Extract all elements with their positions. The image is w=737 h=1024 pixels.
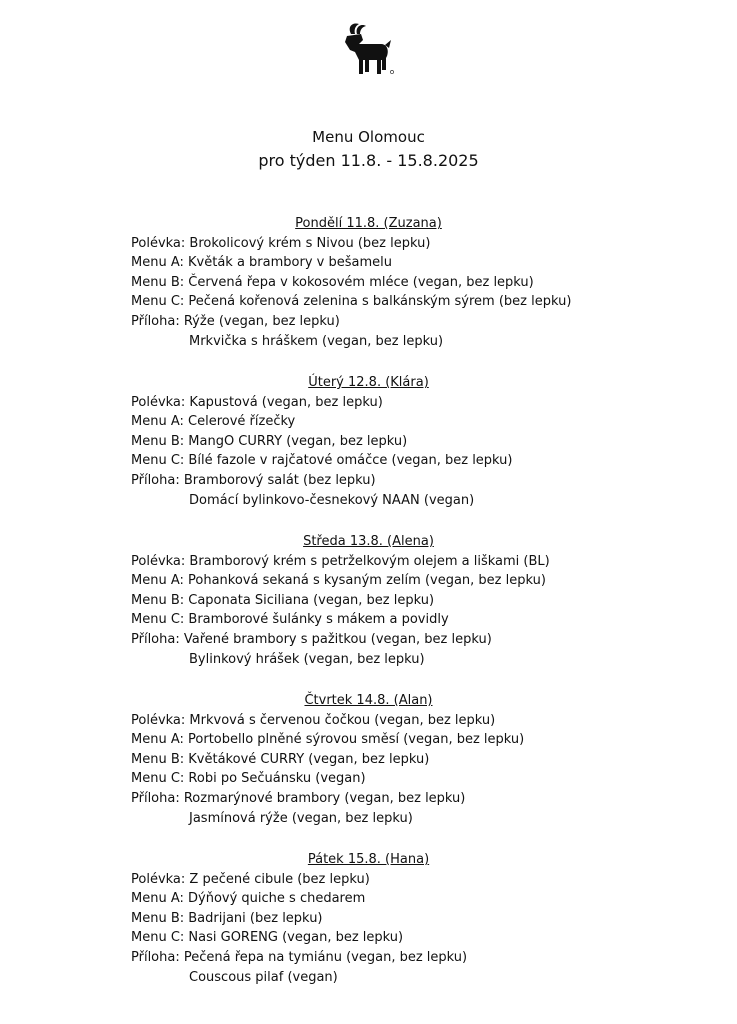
menu-row-menu-a xyxy=(131,732,524,747)
menu-row-side2 xyxy=(189,811,413,826)
dish-text: Brokolicový krém s Nivou (bez lepku) xyxy=(189,235,431,251)
row-label: Menu B: xyxy=(131,751,189,767)
menu-row-menu-a xyxy=(131,414,295,429)
row-label: Polévka: xyxy=(131,235,190,251)
menu-row-soup xyxy=(131,395,383,410)
menu-row-menu-b xyxy=(131,593,434,608)
row-label: Menu C: xyxy=(131,453,189,469)
menu-row-side2 xyxy=(189,970,338,985)
day-heading: Středa 13.8. (Alena) xyxy=(303,534,434,549)
menu-row-menu-c xyxy=(131,294,571,309)
row-label: Menu B: xyxy=(131,274,189,290)
dish-text: Nasi GORENG (vegan, bez lepku) xyxy=(188,930,404,946)
row-label: Menu C: xyxy=(131,612,189,628)
day-heading: Čtvrtek 14.8. (Alan) xyxy=(304,693,433,708)
dish-text: Kapustová (vegan, bez lepku) xyxy=(189,394,383,410)
menu-row-side2 xyxy=(189,334,443,349)
menu-row-menu-b xyxy=(131,911,323,926)
dish-text: Červená řepa v kokosovém mléce (vegan, bez lepku) xyxy=(188,274,534,290)
row-label: Menu A: xyxy=(131,414,189,430)
row-label: Příloha: xyxy=(131,950,184,965)
dish-text: Pečená kořenová zelenina s balkánským sýrem (bez lepku) xyxy=(188,294,572,310)
dish-text: Caponata Siciliana (vegan, bez lepku) xyxy=(188,592,435,608)
menu-row-side1 xyxy=(131,632,492,647)
dish-text: Badrijani (bez lepku) xyxy=(188,910,323,926)
row-label: Menu C: xyxy=(131,771,189,787)
dish-text: Celerové řízečky xyxy=(188,414,296,430)
menu-row-menu-b xyxy=(131,275,534,290)
dish-text: Rozmarýnové brambory (vegan, bez lepku) xyxy=(183,791,466,806)
row-label: Menu B: xyxy=(131,433,189,449)
menu-row-menu-a xyxy=(131,255,392,270)
dish-text: Robi po Sečuánsku (vegan) xyxy=(188,771,366,787)
row-label: Menu B: xyxy=(131,592,189,608)
row-label: Polévka: xyxy=(131,394,190,410)
row-label: Menu A: xyxy=(131,891,189,907)
menu-row-side2 xyxy=(189,493,474,508)
dish-text: Květákové CURRY (vegan, bez lepku) xyxy=(188,751,430,767)
menu-row-menu-b xyxy=(131,434,407,449)
dish-text: Pohanková sekaná s kysaným zelím (vegan, bez lepku) xyxy=(188,573,546,589)
dish-text: Jasmínová rýže (vegan, bez lepku) xyxy=(189,810,413,826)
dish-text: Bramborový salát (bez lepku) xyxy=(183,473,376,488)
menu-row-menu-c xyxy=(131,612,449,627)
dish-text: Vařené brambory s pažitkou (vegan, bez lepku) xyxy=(183,632,492,647)
row-label: Menu C: xyxy=(131,294,189,310)
dish-text: Dýňový quiche s chedarem xyxy=(188,891,366,907)
menu-row-soup xyxy=(131,554,550,569)
row-label: Menu C: xyxy=(131,930,189,946)
dish-text: Pečená řepa na tymiánu (vegan, bez lepku) xyxy=(183,950,468,965)
dish-text: Květák a brambory v bešamelu xyxy=(188,255,392,271)
row-label: Menu B: xyxy=(131,910,189,926)
goat-logo-icon xyxy=(337,20,397,80)
dish-text: Portobello plněné sýrovou směsí (vegan, bez lepku) xyxy=(188,732,525,748)
dish-text: Couscous pilaf (vegan) xyxy=(189,969,338,985)
dish-text: Bramborový krém s petrželkovým olejem a liškami (BL) xyxy=(189,553,550,569)
menu-row-side1 xyxy=(131,791,465,806)
row-label: Polévka: xyxy=(131,871,190,887)
row-label: Menu A: xyxy=(131,255,189,271)
row-label: Příloha: xyxy=(131,632,184,647)
dish-text: Z pečené cibule (bez lepku) xyxy=(189,871,370,887)
dish-text: Rýže (vegan, bez lepku) xyxy=(183,314,340,329)
day-heading: Pondělí 11.8. (Zuzana) xyxy=(295,216,442,231)
menu-row-menu-b xyxy=(131,752,429,767)
dish-text: Domácí bylinkovo-česnekový NAAN (vegan) xyxy=(189,492,475,508)
menu-row-side2 xyxy=(189,652,425,667)
row-label: Polévka: xyxy=(131,712,190,728)
page-title: Menu Olomouc xyxy=(312,128,425,146)
menu-row-soup xyxy=(131,236,430,251)
dish-text: Mrkvová s červenou čočkou (vegan, bez lepku) xyxy=(189,712,496,728)
row-label: Příloha: xyxy=(131,473,184,488)
menu-row-side1 xyxy=(131,314,340,329)
page-subtitle-week: pro týden 11.8. - 15.8.2025 xyxy=(258,151,479,170)
dish-text: Bylinkový hrášek (vegan, bez lepku) xyxy=(189,651,425,667)
row-label: Polévka: xyxy=(131,553,190,569)
dish-text: Mrkvička s hráškem (vegan, bez lepku) xyxy=(189,333,444,349)
row-label: Příloha: xyxy=(131,314,184,329)
menu-row-menu-c xyxy=(131,453,513,468)
menu-row-menu-c xyxy=(131,930,403,945)
menu-row-soup xyxy=(131,713,495,728)
dish-text: Bílé fazole v rajčatové omáčce (vegan, bez lepku) xyxy=(188,453,513,469)
menu-row-side1 xyxy=(131,473,376,488)
dish-text: Bramborové šulánky s mákem a povidly xyxy=(188,612,449,628)
dish-text: MangO CURRY (vegan, bez lepku) xyxy=(188,433,408,449)
menu-row-soup xyxy=(131,872,370,887)
menu-row-menu-a xyxy=(131,891,365,906)
menu-row-side1 xyxy=(131,950,467,965)
day-heading: Úterý 12.8. (Klára) xyxy=(308,375,429,390)
day-heading: Pátek 15.8. (Hana) xyxy=(307,852,430,867)
menu-row-menu-c xyxy=(131,771,366,786)
menu-row-menu-a xyxy=(131,573,546,588)
row-label: Příloha: xyxy=(131,791,184,806)
row-label: Menu A: xyxy=(131,732,189,748)
row-label: Menu A: xyxy=(131,573,189,589)
